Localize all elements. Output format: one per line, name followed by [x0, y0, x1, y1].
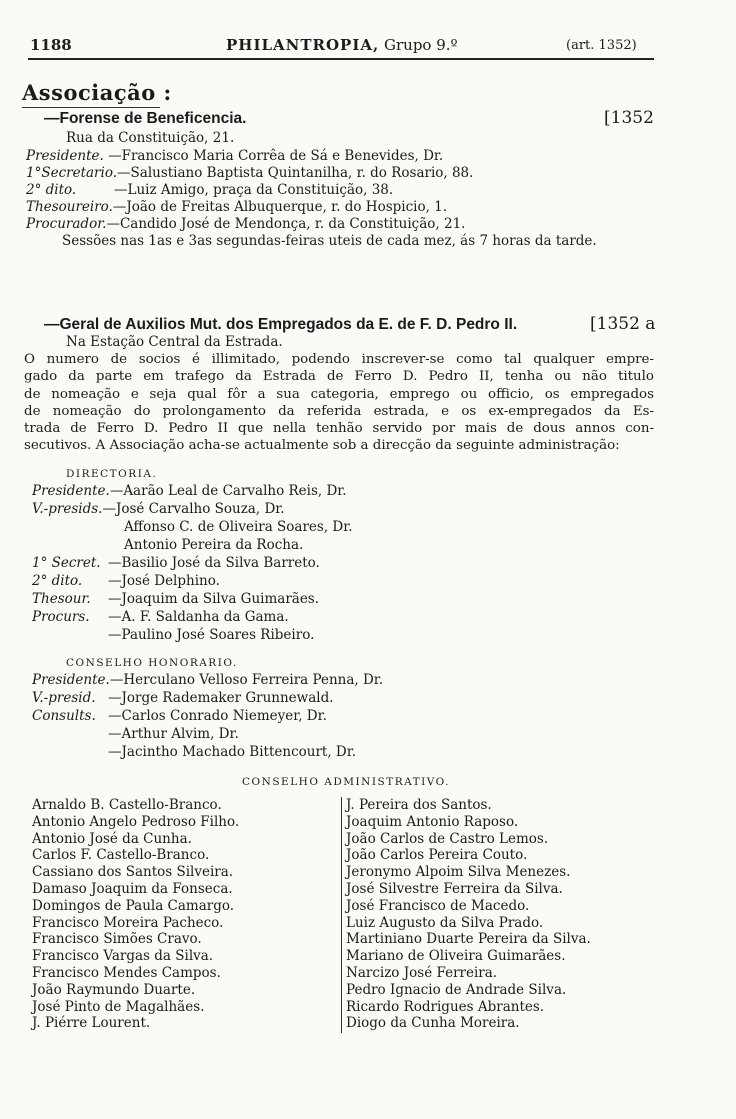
directoria-row — [32, 501, 285, 518]
officer-role: Presidente. — [32, 483, 110, 499]
admin-member-right: João Carlos Pereira Couto. — [346, 847, 528, 864]
admin-heading: CONSELHO ADMINISTRATIVO. — [242, 776, 450, 788]
officer-role: Presidente. — [26, 148, 104, 164]
directoria-row — [32, 609, 289, 626]
admin-member-right: Martiniano Duarte Pereira da Silva. — [346, 931, 591, 948]
officer-name: —José Carvalho Souza, Dr. — [102, 501, 285, 517]
entry-1-officer — [26, 148, 443, 165]
directoria-row — [32, 591, 319, 608]
running-head — [226, 36, 458, 54]
entry-1-officer — [26, 165, 473, 182]
column-divider — [341, 797, 342, 1033]
officer-name: —Luiz Amigo, praça da Constituição, 38. — [114, 182, 394, 198]
officer-role: Thesoureiro. — [26, 199, 113, 215]
honorario-row — [32, 690, 334, 707]
page-number: 1188 — [30, 36, 72, 54]
officer-role: 2° dito. — [32, 573, 83, 589]
admin-member-right: Narcizo José Ferreira. — [346, 965, 498, 981]
admin-member-left: Domingos de Paula Camargo. — [32, 897, 235, 914]
officer-role: Procurs. — [32, 609, 90, 625]
section-title-underline — [22, 107, 160, 108]
officer-name: —A. F. Saldanha da Gama. — [108, 609, 289, 625]
entry-1-number: [1352 — [604, 108, 654, 128]
entry-2-number: [1352 a — [590, 314, 656, 334]
entry-2-address: Na Estação Central da Estrada. — [66, 334, 283, 350]
honorario-row: —Jacintho Machado Bittencourt, Dr. — [108, 744, 357, 760]
admin-member-right: José Francisco de Macedo. — [346, 897, 530, 914]
officer-name: —Salustiano Baptista Quintanilha, r. do Rosario, 88. — [117, 165, 474, 181]
admin-member-right: João Carlos de Castro Lemos. — [346, 830, 549, 847]
directoria-row: —Paulino José Soares Ribeiro. — [108, 627, 315, 643]
directoria-row — [32, 555, 320, 572]
admin-member-right: José Silvestre Ferreira da Silva. — [346, 881, 563, 897]
admin-member-right: Mariano de Oliveira Guimarães. — [346, 948, 566, 965]
honorario-row — [32, 672, 383, 689]
officer-name: —Jorge Rademaker Grunnewald. — [108, 690, 334, 706]
honorario-row — [32, 708, 327, 725]
entry-1-officer — [26, 199, 447, 216]
entry-2-title: —Geral de Auxilios Mut. dos Empregados da E. de F. D. Pedro II. — [44, 316, 518, 333]
admin-member-left: Francisco Mendes Campos. — [32, 965, 221, 981]
admin-member-left: José Pinto de Magalhães. — [32, 998, 205, 1015]
admin-member-right: Luiz Augusto da Silva Prado. — [346, 914, 544, 931]
officer-name: —Carlos Conrado Niemeyer, Dr. — [108, 708, 327, 724]
entry-1-officer — [26, 216, 465, 233]
directoria-row: Antonio Pereira da Rocha. — [124, 537, 304, 553]
officer-role: V.-presids. — [32, 501, 103, 517]
admin-member-right: Joaquim Antonio Raposo. — [346, 813, 519, 830]
entry-2-paragraph — [24, 351, 654, 455]
admin-member-left: Antonio Angelo Pedroso Filho. — [32, 813, 240, 830]
directoria-row — [32, 483, 347, 500]
directoria-row — [32, 573, 220, 590]
officer-role: Presidente. — [32, 672, 110, 688]
honorario-heading: CONSELHO HONORARIO. — [66, 657, 238, 669]
admin-member-left: Damaso Joaquim da Fonseca. — [32, 881, 233, 897]
paragraph-line: gado da parte em trafego da Estrada de Ferro D. Pedro II, tenha ou não titulo — [24, 369, 654, 385]
officer-role: V.-presid. — [32, 690, 96, 706]
officer-name: —Herculano Velloso Ferreira Penna, Dr. — [109, 672, 384, 688]
directoria-heading: DIRECTORIA. — [66, 468, 158, 480]
admin-member-left: J. Piérre Lourent. — [32, 1015, 151, 1032]
officer-name: —Basilio José da Silva Barreto. — [108, 555, 320, 571]
entry-1-title: —Forense de Beneficencia. — [44, 110, 247, 127]
paragraph-line: de nomeação do prolongamento da referida estrada, e os ex-empregados da Es- — [24, 403, 654, 419]
officer-name: —Francisco Maria Corrêa de Sá e Benevides, Dr. — [108, 148, 444, 164]
entry-1-officer — [26, 182, 393, 199]
directoria-row: Affonso C. de Oliveira Soares, Dr. — [124, 519, 353, 535]
admin-member-right: Pedro Ignacio de Andrade Silva. — [346, 981, 567, 998]
admin-member-right: J. Pereira dos Santos. — [346, 797, 492, 813]
admin-member-left: Cassiano dos Santos Silveira. — [32, 864, 234, 881]
running-head-group: Grupo 9.º — [384, 36, 458, 54]
officer-name: —Candido José de Mendonça, r. da Constituição, 21. — [106, 216, 466, 232]
header-rule — [28, 58, 654, 60]
admin-member-left: Francisco Vargas da Silva. — [32, 948, 214, 965]
honorario-row: —Arthur Alvim, Dr. — [108, 726, 239, 742]
running-head-title: PHILANTROPIA, — [226, 36, 380, 54]
officer-role: 1° Secret. — [32, 555, 101, 571]
entry-1-sessions: Sessões nas 1as e 3as segundas-feiras uteis de cada mez, ás 7 horas da tarde. — [62, 233, 597, 249]
running-head-art: (art. 1352) — [566, 38, 637, 53]
officer-name: —Aarão Leal de Carvalho Reis, Dr. — [109, 483, 347, 499]
admin-member-right: Jeronymo Alpoim Silva Menezes. — [346, 864, 571, 881]
officer-name: —José Delphino. — [108, 573, 220, 589]
officer-role: 1°Secretario. — [26, 165, 118, 181]
officer-name: —Joaquim da Silva Guimarães. — [108, 591, 320, 607]
officer-role: Procurador. — [26, 216, 107, 232]
paragraph-line: O numero de socios é illimitado, podendo inscrever-se como tal qualquer empre- — [24, 352, 654, 367]
officer-role: Thesour. — [32, 591, 91, 607]
admin-member-right: Ricardo Rodrigues Abrantes. — [346, 998, 545, 1015]
paragraph-line: secutivos. A Associação acha-se actualmente sob a direcção da seguinte administração: — [24, 438, 620, 454]
admin-member-left: Francisco Moreira Pacheco. — [32, 914, 224, 931]
admin-member-left: João Raymundo Duarte. — [32, 981, 196, 998]
admin-member-left: Antonio José da Cunha. — [32, 830, 192, 847]
admin-member-left: Arnaldo B. Castello-Branco. — [32, 797, 222, 813]
paragraph-line: trada de Ferro D. Pedro II que nella tenhão servido por mais de dous annos con- — [24, 421, 654, 437]
admin-member-left: Carlos F. Castello-Branco. — [32, 847, 210, 864]
admin-member-left: Francisco Simões Cravo. — [32, 931, 202, 948]
section-title: Associação : — [22, 80, 172, 105]
officer-name: —João de Freitas Albuquerque, r. do Hospicio, 1. — [112, 199, 448, 215]
paragraph-line: de nomeação e seja qual fôr a sua categoria, emprego ou officio, os empregados — [24, 386, 654, 402]
officer-role: 2° dito. — [26, 182, 77, 198]
officer-role: Consults. — [32, 708, 96, 724]
admin-member-right: Diogo da Cunha Moreira. — [346, 1015, 520, 1032]
entry-1-address: Rua da Constituição, 21. — [66, 130, 235, 146]
